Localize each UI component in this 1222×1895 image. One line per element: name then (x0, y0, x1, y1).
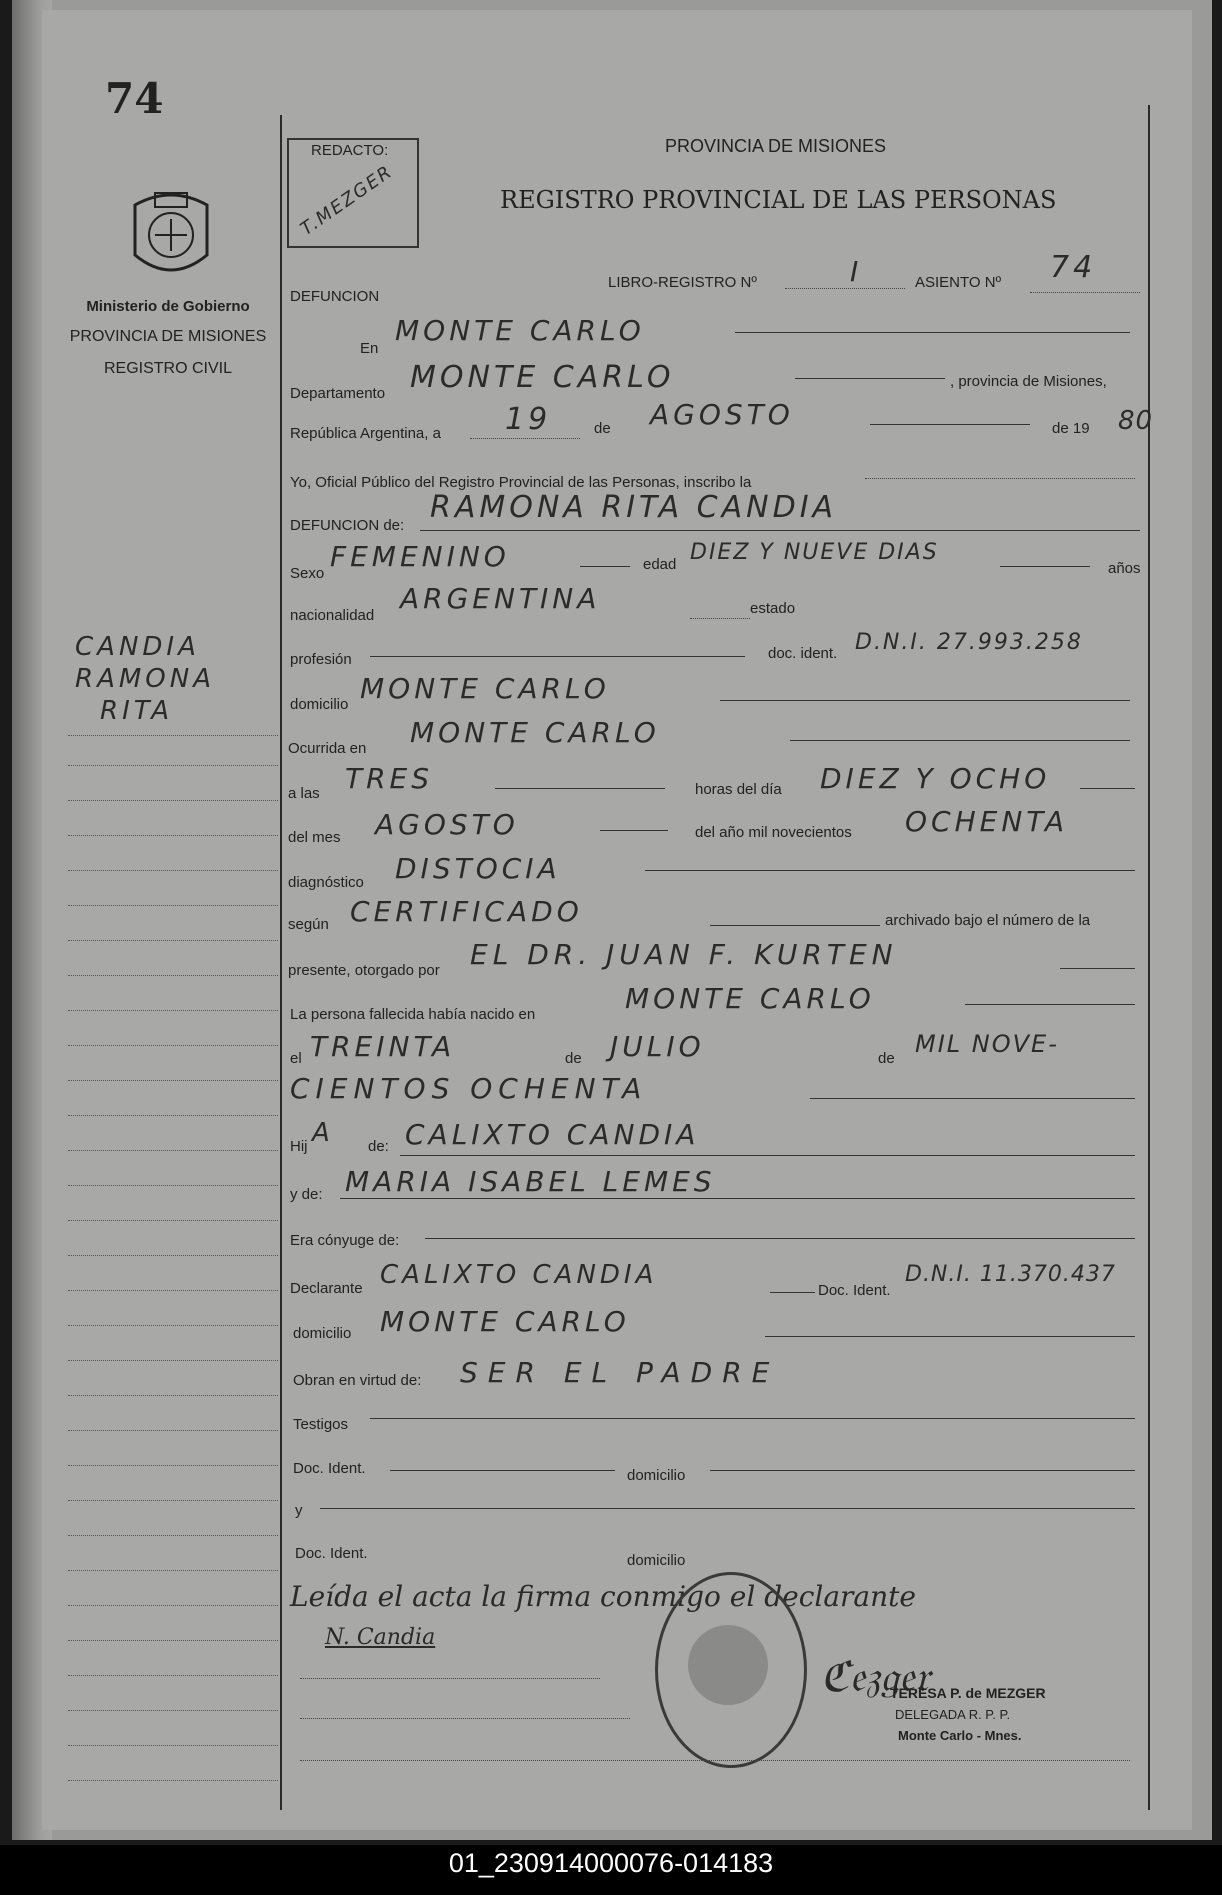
asiento-label: ASIENTO Nº (915, 274, 1002, 291)
nacido-label: La persona fallecida había nacido en (290, 1006, 536, 1023)
ocurrida-label: Ocurrida en (288, 740, 367, 757)
official-signature-icon: ℭ𝔢𝔷𝔤𝔢𝔯 (820, 1652, 930, 1701)
libro-label: LIBRO-REGISTRO Nº (608, 274, 757, 291)
header-province: PROVINCIA DE MISIONES (665, 136, 887, 156)
conyuge-label: Era cónyuge de: (290, 1232, 400, 1249)
testigos-label: Testigos (293, 1416, 349, 1433)
anio-mil-value: OCHENTA (905, 805, 1068, 838)
presente-value: EL DR. JUAN F. KURTEN (470, 938, 898, 971)
de3-label: de (878, 1050, 895, 1067)
ocurrida-value: MONTE CARLO (410, 716, 660, 749)
hij-de-label: de: (368, 1138, 389, 1155)
el-label: el (290, 1050, 302, 1067)
anio-mil-label: del año mil novecientos (695, 824, 852, 841)
el-value: TREINTA (310, 1030, 456, 1063)
departamento-label: Departamento (290, 385, 386, 402)
redacto-label: REDACTO: (311, 142, 389, 159)
sexo-value: FEMENINO (330, 540, 510, 573)
official-stamp (655, 1572, 807, 1768)
anio-value: 80 (1118, 406, 1154, 436)
horas-label: horas del día (695, 781, 782, 798)
obran-label: Obran en virtud de: (293, 1372, 422, 1389)
y-de-label: y de: (290, 1186, 323, 1203)
presente-label: presente, otorgado por (288, 962, 440, 979)
margin-name-3: RITA (100, 696, 174, 726)
de2-value: JULIO (610, 1030, 705, 1063)
hij-suffix: A (312, 1118, 334, 1148)
domicilio-value: MONTE CARLO (360, 672, 610, 705)
del-mes-label: del mes (288, 829, 341, 846)
anio-label: de 19 (1052, 420, 1090, 437)
libro-value: I (850, 255, 863, 288)
madre-value: MARIA ISABEL LEMES (345, 1165, 716, 1198)
domicilio2-value: MONTE CARLO (380, 1305, 630, 1338)
registry-label: REGISTRO CIVIL (103, 360, 233, 377)
margin-name-2: RAMONA (75, 664, 215, 694)
de2-label: de (565, 1050, 582, 1067)
a-las-value: TRES (345, 762, 434, 795)
horas-value: DIEZ Y OCHO (820, 762, 1051, 795)
asiento-value: 74 (1050, 250, 1097, 285)
doc-ident2-label: Doc. Ident. (818, 1282, 891, 1299)
doc-ident4-label: Doc. Ident. (295, 1545, 368, 1562)
record-type: DEFUNCION (290, 288, 380, 305)
margin-name-1: CANDIA (75, 632, 200, 662)
dia-value: 19 (505, 402, 552, 437)
redacto-box (287, 138, 419, 248)
declarante-value: CALIXTO CANDIA (380, 1260, 658, 1290)
nacionalidad-value: ARGENTINA (400, 582, 601, 615)
anos-label: años (1108, 560, 1141, 577)
redacto-value: T.MEZGER (296, 161, 397, 240)
nacido-value: MONTE CARLO (625, 982, 875, 1015)
departamento-value: MONTE CARLO (410, 360, 675, 395)
domicilio-label: domicilio (290, 696, 349, 713)
coat-of-arms-icon (125, 185, 217, 285)
domicilio2-label: domicilio (293, 1325, 352, 1342)
mes-value: AGOSTO (650, 398, 794, 431)
edad-label: edad (643, 556, 677, 573)
official-title: DELEGADA R. P. P. (895, 1707, 1011, 1722)
padre-value: CALIXTO CANDIA (405, 1118, 700, 1151)
diagnostico-value: DISTOCIA (395, 852, 561, 885)
estado-label: estado (750, 600, 796, 617)
doc-ident3-label: Doc. Ident. (293, 1460, 366, 1477)
en-label: En (360, 340, 379, 357)
republica-label: República Argentina, a (290, 425, 441, 442)
profesion-label: profesión (290, 651, 352, 668)
page-number: 74 (105, 74, 164, 123)
a-las-label: a las (288, 785, 320, 802)
domicilio4-label: domicilio (627, 1552, 686, 1569)
y-label: y (295, 1502, 303, 1519)
hij-label: Hij (290, 1138, 308, 1155)
sexo-label: Sexo (290, 565, 325, 582)
segun-label: según (288, 916, 329, 933)
cont-value: CIENTOS OCHENTA (290, 1072, 648, 1105)
en-value: MONTE CARLO (395, 314, 645, 347)
header-title: REGISTRO PROVINCIAL DE LAS PERSONAS (500, 186, 1057, 214)
declarante-label: Declarante (290, 1280, 363, 1297)
domicilio3-label: domicilio (627, 1467, 686, 1484)
de3-value: MIL NOVE- (915, 1030, 1059, 1058)
del-mes-value: AGOSTO (375, 808, 519, 841)
doc-ident-label: doc. ident. (768, 645, 838, 662)
diagnostico-label: diagnóstico (288, 874, 364, 891)
ministry-label: Ministerio de Gobierno (86, 298, 250, 315)
right-border (1148, 105, 1150, 1810)
provincia-text: , provincia de Misiones, (950, 373, 1107, 390)
defuncion-de-value: RAMONA RITA CANDIA (430, 490, 838, 525)
segun-value: CERTIFICADO (350, 895, 583, 928)
archivado-text: archivado bajo el número de la (885, 912, 1091, 929)
de-label: de (594, 420, 611, 437)
official-name: TERESA P. de MEZGER (890, 1685, 1046, 1701)
oficial-text: Yo, Oficial Público del Registro Provincial de las Personas, inscribo la (290, 474, 752, 491)
obran-value: SER EL PADRE (460, 1356, 780, 1389)
province-label: PROVINCIA DE MISIONES (69, 328, 267, 345)
column-divider (280, 115, 282, 1810)
nacionalidad-label: nacionalidad (290, 607, 375, 624)
doc-ident2-value: D.N.I. 11.370.437 (905, 1262, 1116, 1287)
scan-caption: 01_230914000076-014183 (448, 1848, 774, 1878)
doc-ident-value: D.N.I. 27.993.258 (855, 630, 1083, 655)
edad-value: DIEZ Y NUEVE DIAS (690, 540, 939, 565)
signature-left: N. Candia (325, 1625, 436, 1650)
official-place: Monte Carlo - Mnes. (898, 1728, 1022, 1743)
closing-handwritten: Leída el acta la firma conmigo el declarante (290, 1580, 916, 1613)
defuncion-de-label: DEFUNCION de: (290, 517, 405, 534)
